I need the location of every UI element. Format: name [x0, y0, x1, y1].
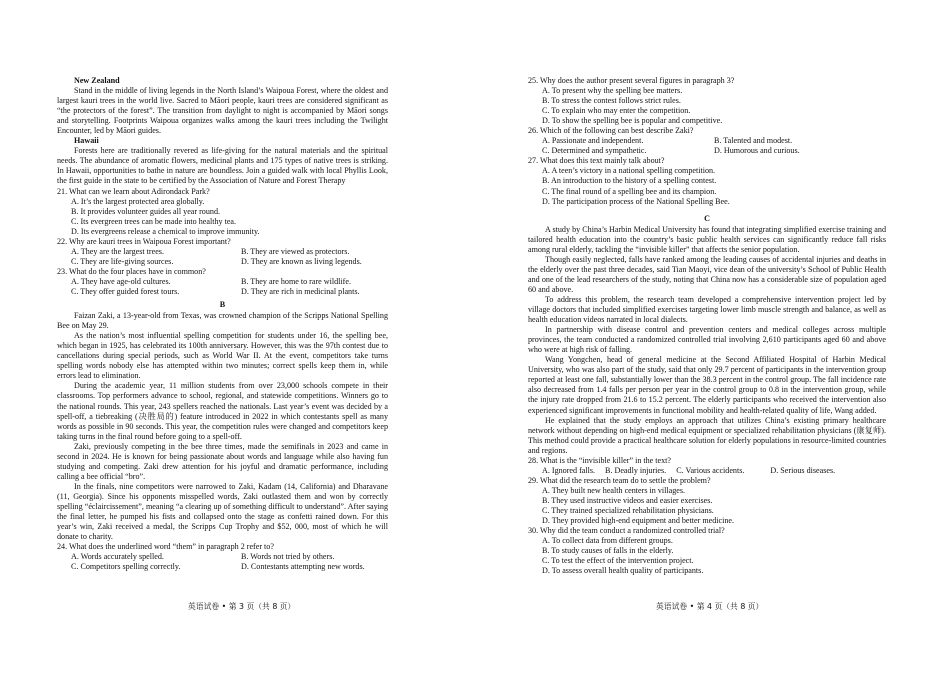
section-title-new-zealand: New Zealand	[74, 76, 120, 85]
option: C. The final round of a spelling bee and its champion.	[542, 186, 717, 196]
option: A. They have age-old cultures.	[71, 276, 171, 286]
page-footer-left: 英语试卷 • 第 3 页（共 8 页）	[188, 602, 296, 611]
question-22-stem: 22. Why are kauri trees in Waipoua Forest important?	[57, 236, 231, 246]
option: D. Its evergreens release a chemical to improve immunity.	[71, 226, 260, 236]
question-27-options	[528, 166, 886, 206]
question-26-stem: 26. Which of the following can best describe Zaki?	[528, 126, 694, 136]
option: B. They are home to rare wildlife.	[241, 276, 351, 286]
question-25-stem: 25. Why does the author present several figures in paragraph 3?	[528, 76, 735, 85]
question-30-stem: 30. Why did the team conduct a randomized controlled trial?	[528, 526, 725, 536]
option: C. Determined and sympathetic.	[542, 146, 647, 156]
question-27-stem: 27. What does this text mainly talk about?	[528, 156, 665, 166]
question-24-options	[57, 552, 388, 572]
option: D. They provided high-end equipment and better medicine.	[542, 516, 735, 526]
question-26-options	[528, 136, 886, 156]
passage-c-paragraph: A study by China’s Harbin Medical University has found that integrating simplified exercise training and tailored health education into the country’s basic public health services can significantly reduce fall risks among rural elderly, tackling the “invisible killer” that affects the senior population.	[528, 224, 886, 254]
option: B. An introduction to the history of a spelling contest.	[542, 176, 717, 186]
option: B. Talented and modest.	[714, 136, 793, 146]
option: C. To explain who may enter the competition.	[542, 106, 691, 116]
question-29-options	[528, 486, 886, 526]
question-28-options	[528, 466, 886, 476]
passage-b-paragraph: In the finals, nine competitors were narrowed to Zaki, Kadam (14, California) and Dharavane (11, Georgia). Since his opponents misspelled words, Zaki outlasted them and won by correctly spelling “éclaircissement”, meaning “a clearing up of something difficult to understand”. After saying the final letter, he pumped his fists and collapsed onto the stage as confetti rained down. For this year’s win, Zaki received a medal, the Scripps Cup Trophy and $52, 000, most of which he will donate to charity.	[57, 481, 388, 542]
option: C. Various accidents.	[676, 465, 745, 475]
question-30-options	[528, 536, 886, 576]
option: D. Contestants attempting new words.	[241, 562, 365, 572]
option: D. To assess overall health quality of participants.	[542, 566, 704, 576]
passage-c-paragraph: Wang Yongchen, head of general medicine at the Second Affiliated Hospital of Harbin Medical University, who was also part of the study, said that only 29.7 percent of participants in the intervention group reported at least one fall, substantially lower than the 38.3 percent in the control group. The fall incidence rate also decreased from 1.4 falls per person per year in the control group to 0.8 in the intervention group, while the injury rate dropped from 21.6 to 15.2 percent. The elderly participants who received the intervention also experienced significant improvements in functional mobility and health-related quality of life, Wang added.	[528, 355, 886, 415]
section-title-hawaii: Hawaii	[74, 136, 99, 146]
question-22-options	[57, 247, 388, 267]
option: C. They are life-giving sources.	[71, 256, 174, 266]
paragraph-new-zealand: Stand in the middle of living legends in the North Island’s Waipoua Forest, where the oldest and largest kauri trees in the world live. Sacred to Māori people, kauri trees are considered significant as “the protectors of the forest”. The transition from daylight to night is accompanied by Māori songs and storytelling. Footprints Waipoua organizes walks among the kauri trees including the Twilight Encounter, led by Māori guides.	[57, 86, 388, 136]
passage-b-paragraph: During the academic year, 11 million students from over 23,000 schools compete in their classrooms. Top performers advance to school, regional, and statewide competitions. Winners go to the national rounds. This year, 243 spellers reached the nationals. Last year’s event was decided by a spell-off, a tiebreaking (决胜局的) feature introduced in 2022 in which contestants spell as many words as possible in 90 seconds. This year, the competition rules were changed and competitors keep taking turns in the final round before going to a spell-off.	[57, 381, 388, 441]
passage-c-paragraph: To address this problem, the research team developed a comprehensive intervention project led by village doctors that included simplified exercises targeting lower limb muscle strength and balance, as well as health education videos narrated in local dialects.	[528, 294, 886, 325]
option: D. The participation process of the National Spelling Bee.	[542, 196, 730, 206]
option: A. Ignored falls.	[542, 465, 596, 475]
option: D. They are rich in medicinal plants.	[241, 286, 360, 296]
option: D. Serious diseases.	[770, 465, 836, 475]
option: B. To study causes of falls in the elderly.	[542, 546, 674, 556]
section-heading-b: B	[219, 300, 226, 310]
question-21-stem: 21. What can we learn about Adirondack Park?	[57, 186, 210, 196]
option: C. To test the effect of the intervention project.	[542, 556, 694, 566]
right-page-column	[528, 76, 886, 576]
option: C. They trained specialized rehabilitation physicians.	[542, 505, 714, 515]
section-heading-c: C	[704, 213, 710, 223]
passage-b-paragraph: Faizan Zaki, a 13-year-old from Texas, was crowned champion of the Scripps National Spelling Bee on May 29.	[57, 311, 388, 331]
page-footer-right: 英语试卷 • 第 4 页（共 8 页）	[656, 602, 764, 611]
option: A. They built new health centers in villages.	[542, 485, 686, 495]
option: B. They are viewed as protectors.	[241, 246, 350, 256]
option: C. Its evergreen trees can be made into healthy tea.	[71, 216, 237, 226]
passage-b-paragraph: Zaki, previously competing in the bee three times, made the semifinals in 2023 and came in second in 2024. He is known for being passionate about words and language while also having fun studying and competing. Zaki drew attention for his joyful and dramatic performance, including calling a bee official “bro”.	[57, 441, 388, 481]
question-23-options	[57, 277, 388, 297]
option: A. Passionate and independent.	[542, 136, 644, 146]
paragraph-hawaii: Forests here are traditionally revered as life-giving for the natural materials and the spiritual needs. The abundance of aromatic flowers, medicinal plants and 175 types of native trees is striking. In Hawaii, opportunities to bathe in nature are boundless. Join a guided walk with local Phyllis Look, the first guide in the state to be certified by the Association of Nature and Forest Therapy	[57, 146, 388, 186]
left-page-column	[57, 76, 388, 572]
option: B. Deadly injuries.	[605, 465, 667, 475]
option: A. A teen’s victory in a national spelling competition.	[542, 166, 716, 176]
option: D. Humorous and curious.	[714, 146, 800, 156]
passage-c-paragraph: Though easily neglected, falls have ranked among the leading causes of accidental injuries and deaths in the elderly over the past three decades, said Tian Maoyi, vice dean of the university’s School of Public Health and one of the lead researchers of the study, noting that China now has a considerable size of population aged 60 and above.	[528, 254, 886, 294]
option: D. To show the spelling bee is popular and competitive.	[542, 116, 723, 126]
option: A. Words accurately spelled.	[71, 552, 164, 562]
question-21-options	[57, 197, 388, 237]
question-25-options	[528, 86, 886, 126]
option: D. They are known as living legends.	[241, 256, 362, 266]
passage-b-paragraph: As the nation’s most influential spelling competition for students under 16, the spelling bee, which began in 1925, has celebrated its 100th anniversary. However, this was the 97th contest due to cancellations during special periods, such as World War II. At the event, competitors take turns spelling words nobody else has attempted within two minutes; correct spells keep them in, while errors lead to elimination.	[57, 331, 388, 381]
question-23-stem: 23. What do the four places have in common?	[57, 266, 206, 276]
option: B. Words not tried by others.	[241, 552, 335, 562]
option: A. They are the largest trees.	[71, 246, 164, 256]
question-24-stem: 24. What does the underlined word “them” in paragraph 2 refer to?	[57, 542, 274, 552]
passage-c-paragraph: In partnership with disease control and prevention centers and medical colleges across multiple provinces, the team conducted a randomized controlled trial involving 2,610 participants aged 60 and above who were at high risk of falling.	[528, 325, 886, 355]
option: B. To stress the contest follows strict rules.	[542, 96, 681, 106]
question-29-stem: 29. What did the research team do to settle the problem?	[528, 475, 711, 485]
option: A. To present why the spelling bee matters.	[542, 86, 683, 96]
option: C. Competitors spelling correctly.	[71, 562, 181, 572]
option: B. They used instructive videos and easier exercises.	[542, 495, 713, 505]
option: A. It’s the largest protected area globally.	[71, 196, 205, 206]
option: A. To collect data from different groups.	[542, 536, 673, 546]
option: C. They offer guided forest tours.	[71, 286, 180, 296]
option: B. It provides volunteer guides all year round.	[71, 206, 221, 216]
passage-c-paragraph: He explained that the study employs an approach that utilizes China’s existing primary healthcare network without depending on high-end medical equipment or specialized rehabilitation physicians (康复师). This method could provide a practical healthcare solution for elderly populations in resource-limited countries and regions.	[528, 415, 886, 455]
question-28-stem: 28. What is the “invisible killer” in the text?	[528, 455, 672, 465]
